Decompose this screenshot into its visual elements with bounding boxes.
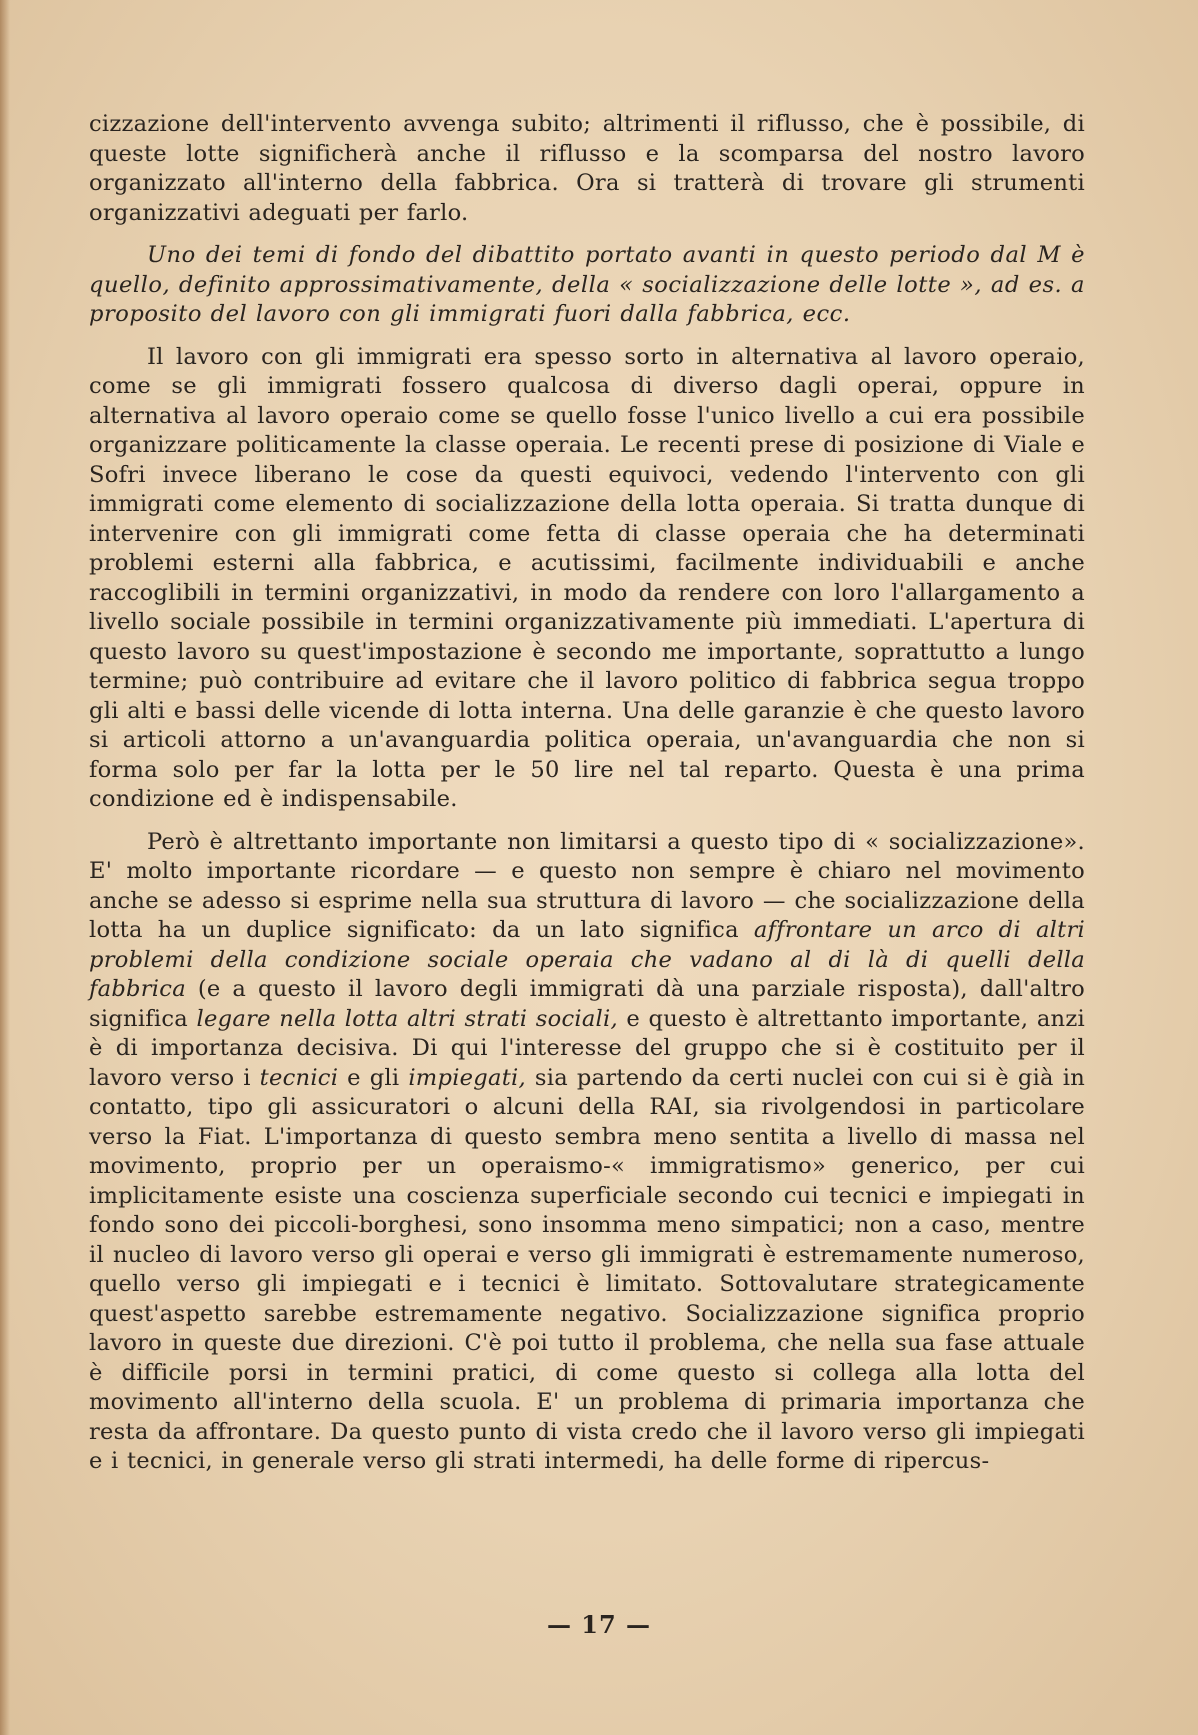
- paragraph-gap: [89, 815, 1085, 828]
- paragraph-4-text: sia partendo da certi nuclei con cui si è già in contatto, tipo gli assicuratori o alcuni della RAI, sia rivolgendosi in particolare verso la Fiat. L'importanza di questo sembra meno sentita a livello di massa nel movimento, proprio per un operaismo-« immigratismo» generico, per cui implicitamente esiste una coscienza superficiale secondo cui tecnici e impiegati in fondo sono dei piccoli-borghesi, sono insomma meno simpatici; non a caso, mentre il nucleo di lavoro verso gli operai e verso gli immigrati è estremamente numeroso, quello verso gli impiegati e i tecnici è limitato. Sottovalutare strategicamente quest'aspetto sarebbe estremamente negativo. Socializzazione significa proprio lavoro in queste due direzioni. C'è poi tutto il problema, che nella sua fase attuale è difficile porsi in termini pratici, di come questo si collega alla lotta del movimento all'interno della scuola. E' un problema di primaria importanza che resta da affrontare. Da questo punto di vista credo che il lavoro verso gli impiegati e i tecnici, in generale verso gli strati intermedi, ha delle forme di ripercus-: [89, 1064, 1085, 1474]
- paragraph-4-emphasis: tecnici: [259, 1064, 339, 1091]
- document-page: [89, 110, 1085, 1477]
- paragraph-3: Il lavoro con gli immigrati era spesso sorto in alternativa al lavoro operaio, come se gli immigrati fossero qualcosa di diverso dagli operai, oppure in alternativa al lavoro operaio come se quello fosse l'unico livello a cui era possibile organizzare politicamente la classe operaia. Le recenti prese di posizione di Viale e Sofri invece liberano le cose da questi equivoci, vedendo l'intervento con gli immigrati come elemento di socializzazione della lotta operaia. Si tratta dunque di intervenire con gli immigrati come fetta di classe operaia che ha determinati problemi esterni alla fabbrica, e acutissimi, facilmente individuabili e anche raccoglibili in termini organizzativi, in modo da rendere con loro l'allargamento a livello sociale possibile in termini organizzativamente più immediati. L'apertura di questo lavoro su quest'impostazione è secondo me importante, soprattutto a lungo termine; può contribuire ad evitare che il lavoro politico di fabbrica segua troppo gli alti e bassi delle vicende di lotta interna. Una delle garanzie è che questo lavoro si articoli attorno a un'avanguardia politica operaia, un'avanguardia che non si forma solo per far la lotta per le 50 lire nel tal reparto. Questa è una prima condizione ed è indispensabile.: [89, 343, 1085, 812]
- paragraph-2-italic: Uno dei temi di fondo del dibattito portato avanti in questo periodo dal M è quello, definito approssimativamente, della « socializzazione delle lotte », ad es. a proposito del lavoro con gli immigrati fuori dalla fabbrica, ecc.: [89, 242, 1085, 327]
- paragraph-4-emphasis: affrontare un arco di altri problemi della condizione sociale operaia che vadano al di là di quelli della fabbrica: [89, 917, 1086, 1002]
- page-number: — 17 —: [546, 1610, 652, 1639]
- paragraph-gap: [89, 228, 1085, 241]
- paragraph-4-text: (e a questo il lavoro degli immigrati dà una parziale risposta), dall'altro significa: [89, 976, 1085, 1032]
- paragraph-1: cizzazione dell'intervento avvenga subito; altrimenti il riflusso, che è possibile, di queste lotte significherà anche il riflusso e la scomparsa del nostro lavoro organizzato all'interno della fabbrica. Ora si tratterà di trovare gli strumenti organizzativi adeguati per farlo.: [89, 111, 1085, 226]
- page-edge-shadow: [0, 0, 10, 1735]
- paragraph-4-text: Però è altrettanto importante non limitarsi a questo tipo di « socializzazione». E' molto importante ricordare — e questo non sempre è chiaro nel movimento anche se adesso si esprime nella sua struttura di lavoro — che socializzazione della lotta ha un duplice significato: da un lato significa: [89, 828, 1085, 943]
- paragraph-4: [89, 828, 1085, 1477]
- paragraph-4-text: e questo è altrettanto importante, anzi è di importanza decisiva. Di qui l'interesse del gruppo che si è costituito per il lavoro verso i: [89, 1005, 1085, 1091]
- paragraph-gap: [89, 330, 1085, 343]
- paragraph-4-emphasis: impiegati,: [408, 1064, 526, 1091]
- paragraph-4-text: e gli: [338, 1064, 409, 1091]
- paragraph-4-emphasis: legare nella lotta altri strati sociali,: [196, 1005, 618, 1032]
